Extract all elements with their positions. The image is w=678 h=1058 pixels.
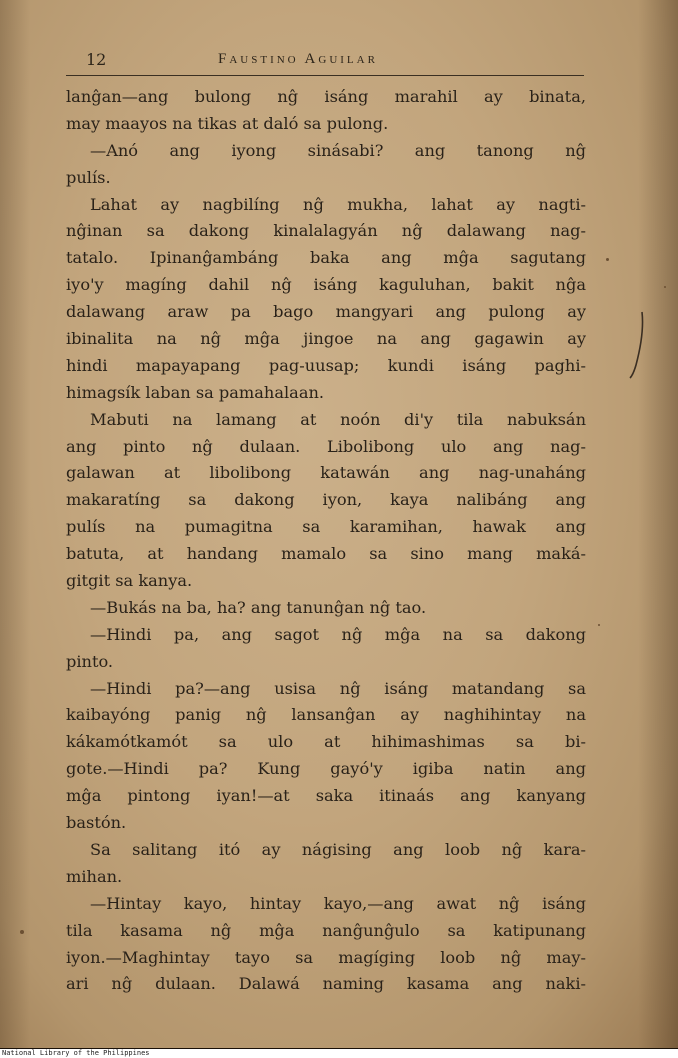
text-line: nĝinan sa dakong kinalalagyán nĝ dalawang nag- (66, 221, 586, 241)
text-line: ari nĝ dulaan. Dalawá naming kasama ang naki- (66, 974, 586, 994)
pencil-mark (628, 310, 648, 380)
text-line: —Bukás na ba, ha? ang tanunĝan nĝ tao. (90, 597, 427, 617)
text-line: tatalo. Ipinanĝambáng baka ang mĝa sagutang (66, 248, 586, 268)
text-line: mĝa pintong iyan!—at saka itinaás ang kanyang (66, 786, 586, 806)
text-line: —Anó ang iyong sinásabi? ang tanong nĝ (90, 140, 586, 160)
text-line: mihan. (66, 866, 123, 886)
text-line: gote.—Hindi pa? Kung gayó'y igiba natin ang (66, 759, 586, 779)
text-line: dalawang araw pa bago mangyari ang pulong ay (66, 302, 586, 322)
footer-credit: National Library of the Philippines (0, 1049, 678, 1058)
text-line: —Hindi pa?—ang usisa nĝ isáng matandang sa (90, 678, 586, 698)
text-line: Sa salitang itó ay nágising ang loob nĝ kara- (90, 839, 586, 859)
text-line: makaratíng sa dakong iyon, kaya nalibáng ang (66, 490, 586, 510)
text-line: gitgit sa kanya. (66, 571, 193, 591)
body-text (66, 84, 586, 998)
running-head: Faustino Aguilar (218, 51, 378, 67)
text-line: bastón. (66, 813, 127, 833)
text-line: kaibayóng panig nĝ lansanĝan ay naghihintay na (66, 705, 586, 725)
text-line: pinto. (66, 651, 114, 671)
text-line: himagsík laban sa pamahalaan. (66, 382, 325, 402)
text-line: ang pinto nĝ dulaan. Libolibong ulo ang nag- (66, 436, 586, 456)
text-line: batuta, at handang mamalo sa sino mang maká- (66, 544, 586, 564)
text-line: lanĝan—ang bulong nĝ isáng marahil ay binata, (66, 87, 586, 106)
text-line: —Hindi pa, ang sagot nĝ mĝa na sa dakong (90, 624, 586, 644)
paper-speck (664, 286, 666, 288)
text-line: Mabuti na lamang at noón di'y tila nabuksán (90, 409, 586, 429)
paper-speck (606, 258, 609, 261)
text-line: tila kasama nĝ mĝa nanĝunĝulo sa katipunang (66, 920, 586, 940)
text-line: iyon.—Maghintay tayo sa magíging loob nĝ may- (66, 947, 586, 967)
page-number: 12 (86, 50, 107, 69)
text-line: —Hintay kayo, hintay kayo,—ang awat nĝ isáng (90, 893, 586, 913)
text-line: ibinalita na nĝ mĝa jingoe na ang gagawin ay (66, 329, 586, 349)
text-line: may maayos na tikas at daló sa pulong. (66, 113, 389, 133)
text-line: iyo'y magíng dahil nĝ isáng kaguluhan, bakit nĝa (66, 275, 586, 295)
text-line: hindi mapayapang pag-uusap; kundi isáng paghi- (66, 355, 586, 375)
text-line: pulís na pumagitna sa karamihan, hawak ang (66, 517, 586, 537)
page-spine-shadow (638, 0, 678, 1048)
text-line: kákamótkamót sa ulo at hihimashimas sa bi- (66, 732, 586, 752)
paper-speck (598, 624, 600, 626)
page-header (86, 50, 586, 74)
header-rule (66, 75, 584, 76)
page-edge-shadow (0, 0, 30, 1048)
paper-speck (20, 930, 24, 934)
text-line: galawan at libolibong katawán ang nag-unaháng (66, 463, 586, 483)
text-line: pulís. (66, 167, 111, 187)
text-line: Lahat ay nagbilíng nĝ mukha, lahat ay nagti- (90, 194, 586, 214)
